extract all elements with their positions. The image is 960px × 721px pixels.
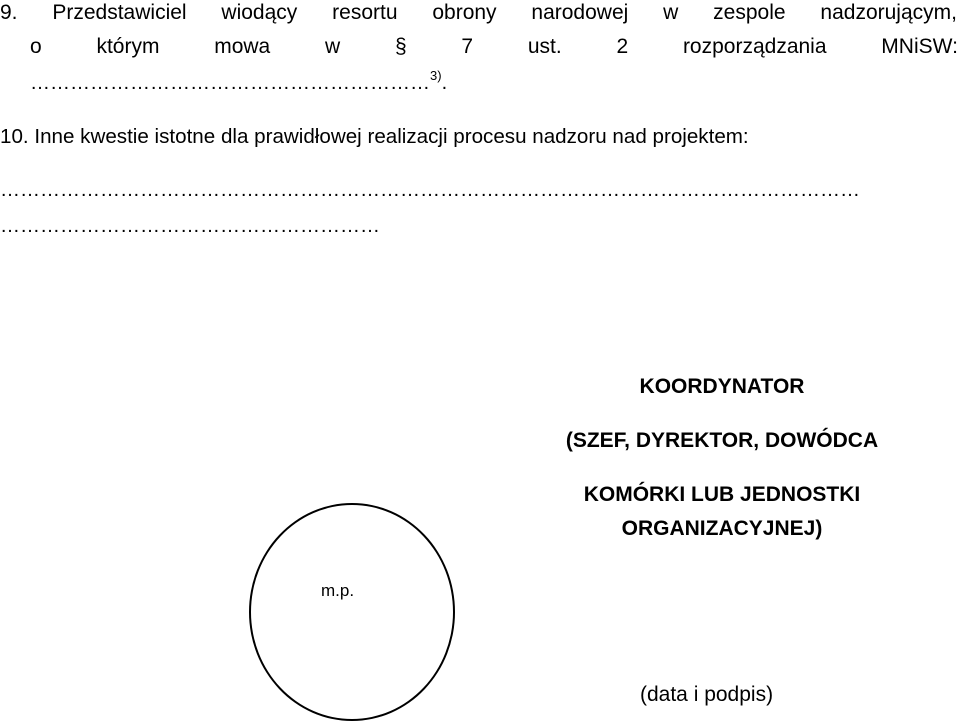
signature-role-line2: KOMÓRKI LUB JEDNOSTKI bbox=[583, 483, 861, 506]
stamp-label: m.p. bbox=[321, 581, 355, 600]
period: . bbox=[441, 72, 448, 94]
dotted-fill: …………………………………………………… bbox=[30, 72, 430, 94]
section10-heading: 10. Inne kwestie istotne dla prawidłowej realizacji procesu nadzoru nad projektem: bbox=[0, 125, 749, 148]
word: § bbox=[394, 35, 407, 58]
word: 2 bbox=[616, 35, 629, 58]
word: Przedstawiciel bbox=[52, 1, 187, 24]
section9-line2 bbox=[30, 35, 958, 59]
footnote-marker: 3) bbox=[430, 68, 442, 83]
dotted-fill: ………………………………………………… bbox=[0, 215, 380, 237]
section9-line1 bbox=[0, 1, 957, 25]
word: zespole bbox=[713, 1, 786, 24]
word: obrony bbox=[432, 1, 497, 24]
word: narodowej bbox=[531, 1, 629, 24]
word: w bbox=[325, 35, 341, 58]
word: którym bbox=[96, 35, 160, 58]
signature-role-line3: ORGANIZACYJNEJ) bbox=[621, 517, 823, 540]
dotted-fill: ………………………………………………………………………………………………………………… bbox=[0, 179, 860, 201]
word: 9. bbox=[0, 1, 18, 24]
signature-role-line1: (SZEF, DYREKTOR, DOWÓDCA bbox=[565, 429, 879, 452]
word: mowa bbox=[214, 35, 271, 58]
word: MNiSW: bbox=[881, 35, 958, 58]
date-signature-label: (data i podpis) bbox=[640, 683, 774, 706]
word: 7 bbox=[461, 35, 474, 58]
word: nadzorującym, bbox=[820, 1, 957, 24]
word: rozporządzania bbox=[682, 35, 827, 58]
word: w bbox=[663, 1, 679, 24]
word: resortu bbox=[332, 1, 398, 24]
word: o bbox=[30, 35, 42, 58]
word: ust. bbox=[527, 35, 562, 58]
stamp-circle bbox=[249, 503, 455, 721]
word: wiodący bbox=[221, 1, 298, 24]
section9-line3 bbox=[30, 68, 448, 97]
signature-title: KOORDYNATOR bbox=[639, 375, 805, 398]
